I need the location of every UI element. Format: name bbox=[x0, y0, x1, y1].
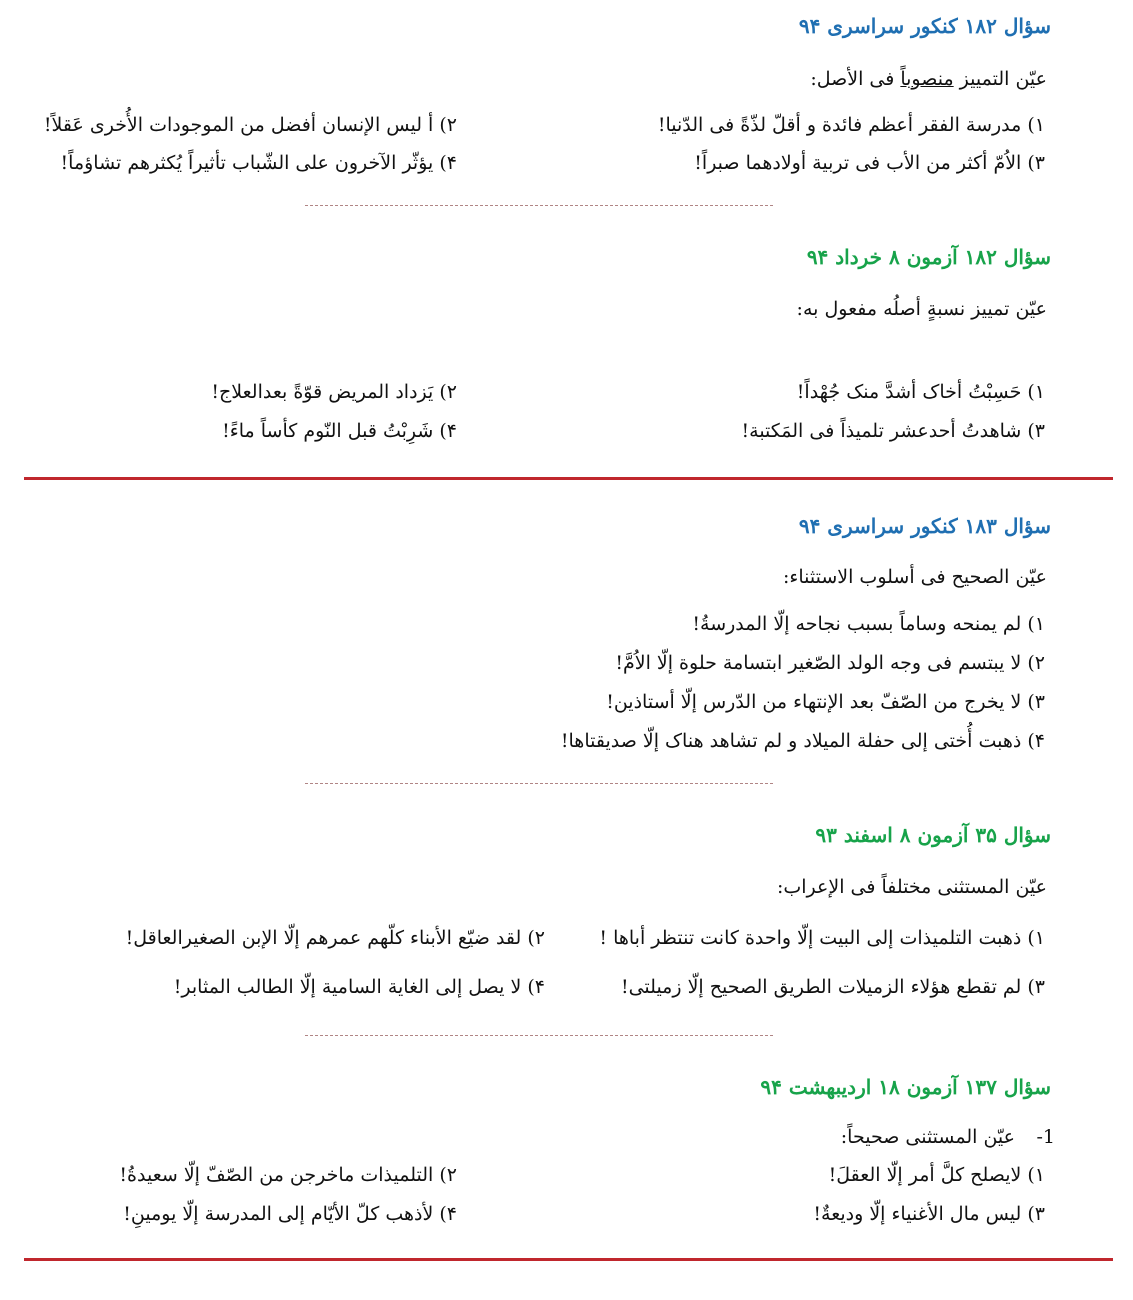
question-number: 1- bbox=[1036, 1126, 1055, 1148]
section-divider bbox=[24, 1258, 1113, 1261]
section-divider bbox=[24, 477, 1113, 480]
dashed-separator bbox=[305, 205, 773, 206]
question-title: سؤال ۱۳۷ آزمون ۱۸ اردیبهشت ۹۴ bbox=[760, 1075, 1051, 1099]
question-prompt: عیّن الصحیح فی أسلوب الاستثناء: bbox=[783, 566, 1047, 588]
option-2: ۲) یَزداد المریض قوّةً بعدالعلاج! bbox=[211, 381, 457, 403]
option-3: ۳) لم تقطع هؤلاء الزمیلات الطریق الصحیح إلّا زمیلتی! bbox=[620, 976, 1045, 998]
question-title: سؤال ۱۸۲ کنکور سراسری ۹۴ bbox=[798, 14, 1051, 38]
option-4: ۴) شَرِبْتُ قبل النّوم کأساً ماءً! bbox=[222, 420, 457, 442]
underlined-word: منصوباً bbox=[900, 68, 954, 90]
option-3: ۳) الاُمّ أکثر من الأب فی تربیة أولادهما صبراً! bbox=[694, 152, 1045, 174]
question-prompt: عیّن المستثنی صحیحاً: bbox=[840, 1126, 1015, 1148]
option-3: ۳) شاهدتُ أحدعشر تلمیذاً فی المَکتبة! bbox=[741, 420, 1045, 442]
option-1: ۱) حَسِبْتُ أخاک أشدَّ منک جُهْداً! bbox=[796, 381, 1045, 403]
option-3: ۳) لا یخرج من الصّفّ بعد الإنتهاء من الدّرس إلّا أستاذین! bbox=[606, 691, 1045, 713]
option-4: ۴) ذهبت أُختی إلی حفلة المیلاد و لم تشاهد هناک إلّا صدیقتاها! bbox=[560, 730, 1045, 752]
option-1: ۱) لایصلح کلَّ أمر إلّا العقلَ! bbox=[828, 1164, 1045, 1186]
option-1: ۱) لم یمنحه وساماً بسبب نجاحه إلّا المدرسةُ! bbox=[692, 613, 1045, 635]
question-title: سؤال ۱۸۲ آزمون ۸ خرداد ۹۴ bbox=[806, 245, 1051, 269]
option-1: ۱) ذهبت التلمیذات إلی البیت إلّا واحدة کانت تنتظر أباها ! bbox=[599, 927, 1045, 949]
question-title: سؤال ۳۵ آزمون ۸ اسفند ۹۳ bbox=[815, 823, 1051, 847]
option-3: ۳) لیس مال الأغنیاء إلّا ودیعةٌ! bbox=[813, 1203, 1045, 1225]
question-title: سؤال ۱۸۳ کنکور سراسری ۹۴ bbox=[798, 514, 1051, 538]
option-2: ۲) لقد ضیّع الأبناء کلّهم عمرهم إلّا الإبن الصغیرالعاقل! bbox=[125, 927, 545, 949]
dashed-separator bbox=[305, 1035, 773, 1036]
option-4: ۴) یؤثّر الآخرون علی الشّباب تأثیراً یُکثرهم تشاؤماً! bbox=[60, 152, 457, 174]
option-2: ۲) أ لیس الإنسان أفضل من الموجودات الأُخری عَقلاً! bbox=[43, 114, 457, 136]
option-1: ۱) مدرسة الفقر أعظم فائدة و أقلّ لذّةً فی الدّنیا! bbox=[657, 114, 1045, 136]
question-prompt: عیّن المستثنی مختلفاً فی الإعراب: bbox=[776, 876, 1047, 898]
question-prompt: عیّن تمییز نسبةٍ أصلُه مفعول به: bbox=[796, 298, 1047, 320]
option-2: ۲) التلمیذات ماخرجن من الصّفّ إلّا سعیدةُ! bbox=[119, 1164, 457, 1186]
option-4: ۴) لأذهب کلّ الأیّام إلی المدرسة إلّا یومینِ! bbox=[123, 1203, 457, 1225]
option-4: ۴) لا یصل إلی الغایة السامیة إلّا الطالب المثابر! bbox=[173, 976, 545, 998]
dashed-separator bbox=[305, 783, 773, 784]
question-prompt: عیّن التمییز منصوباً فی الأصل: bbox=[810, 68, 1047, 90]
option-2: ۲) لا یبتسم فی وجه الولد الصّغیر ابتسامة حلوة إلّا الاُمَّ! bbox=[615, 652, 1045, 674]
